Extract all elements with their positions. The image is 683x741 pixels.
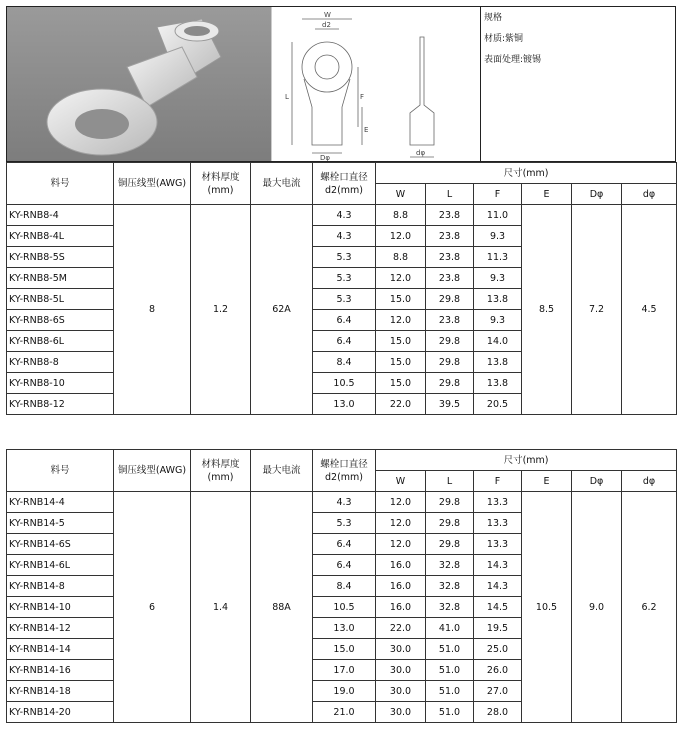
l-cell: 41.0 (426, 618, 474, 639)
part-number-cell: KY-RNB14-14 (7, 639, 114, 660)
f-cell: 13.3 (474, 534, 522, 555)
part-number-cell: KY-RNB14-4 (7, 492, 114, 513)
f-cell: 27.0 (474, 681, 522, 702)
part-number-cell: KY-RNB14-12 (7, 618, 114, 639)
f-cell: 14.3 (474, 555, 522, 576)
product-photo (7, 7, 271, 161)
bolt-diameter-cell: 6.4 (313, 310, 376, 331)
l-cell: 29.8 (426, 289, 474, 310)
header-awg: 铜压线型(AWG) (114, 450, 191, 492)
header-F: F (474, 184, 522, 205)
header-awg: 铜压线型(AWG) (114, 163, 191, 205)
bolt-diameter-cell: 8.4 (313, 576, 376, 597)
header-W: W (376, 184, 426, 205)
f-cell: 14.3 (474, 576, 522, 597)
l-cell: 29.8 (426, 534, 474, 555)
part-number-cell: KY-RNB14-18 (7, 681, 114, 702)
header-E: E (522, 184, 572, 205)
f-cell: 9.3 (474, 310, 522, 331)
w-cell: 30.0 (376, 702, 426, 723)
table-row (7, 492, 677, 513)
bolt-diameter-cell: 21.0 (313, 702, 376, 723)
f-cell: 13.8 (474, 289, 522, 310)
bolt-diameter-cell: 13.0 (313, 618, 376, 639)
w-cell: 16.0 (376, 597, 426, 618)
dim-L-label: L (285, 93, 289, 101)
part-number-cell: KY-RNB8-4L (7, 226, 114, 247)
part-number-cell: KY-RNB14-6L (7, 555, 114, 576)
header-bolt-diameter: 螺栓口直径 d2(mm) (313, 450, 376, 492)
f-cell: 26.0 (474, 660, 522, 681)
dim-E-label: E (364, 126, 369, 134)
f-cell: 28.0 (474, 702, 522, 723)
l-cell: 51.0 (426, 639, 474, 660)
header-thickness: 材料厚度 (mm) (191, 163, 251, 205)
w-cell: 8.8 (376, 205, 426, 226)
w-cell: 12.0 (376, 268, 426, 289)
w-cell: 15.0 (376, 289, 426, 310)
header-L: L (426, 471, 474, 492)
header-max-current: 最大电流 (251, 450, 313, 492)
header-max-current: 最大电流 (251, 163, 313, 205)
f-cell: 13.3 (474, 492, 522, 513)
dimension-drawing (271, 7, 480, 161)
spec-title: 规格 (484, 13, 503, 23)
part-number-cell: KY-RNB8-5M (7, 268, 114, 289)
w-cell: 22.0 (376, 394, 426, 415)
bolt-diameter-cell: 6.4 (313, 555, 376, 576)
w-cell: 12.0 (376, 513, 426, 534)
f-cell: 14.0 (474, 331, 522, 352)
f-cell: 11.3 (474, 247, 522, 268)
bolt-diameter-cell: 19.0 (313, 681, 376, 702)
part-number-cell: KY-RNB14-10 (7, 597, 114, 618)
w-cell: 30.0 (376, 660, 426, 681)
product-header (6, 6, 676, 162)
w-cell: 12.0 (376, 534, 426, 555)
part-number-cell: KY-RNB14-20 (7, 702, 114, 723)
l-cell: 23.8 (426, 268, 474, 289)
l-cell: 23.8 (426, 226, 474, 247)
header-D: Dφ (572, 471, 622, 492)
l-cell: 23.8 (426, 310, 474, 331)
l-cell: 29.8 (426, 492, 474, 513)
l-cell: 32.8 (426, 576, 474, 597)
part-number-cell: KY-RNB8-12 (7, 394, 114, 415)
f-cell: 13.3 (474, 513, 522, 534)
D-cell: 9.0 (572, 492, 622, 723)
d-cell: 6.2 (622, 492, 677, 723)
header-thickness: 材料厚度 (mm) (191, 450, 251, 492)
l-cell: 32.8 (426, 555, 474, 576)
e-cell: 10.5 (522, 492, 572, 723)
dim-W-label: W (324, 11, 331, 19)
max-current-cell: 62A (251, 205, 313, 415)
header-d: dφ (622, 184, 677, 205)
l-cell: 23.8 (426, 247, 474, 268)
e-cell: 8.5 (522, 205, 572, 415)
w-cell: 16.0 (376, 576, 426, 597)
f-cell: 9.3 (474, 226, 522, 247)
header-E: E (522, 471, 572, 492)
f-cell: 11.0 (474, 205, 522, 226)
bolt-diameter-cell: 5.3 (313, 247, 376, 268)
w-cell: 15.0 (376, 373, 426, 394)
header-size: 尺寸(mm) (376, 163, 677, 184)
w-cell: 12.0 (376, 226, 426, 247)
w-cell: 22.0 (376, 618, 426, 639)
w-cell: 15.0 (376, 352, 426, 373)
l-cell: 23.8 (426, 205, 474, 226)
part-number-cell: KY-RNB14-6S (7, 534, 114, 555)
max-current-cell: 88A (251, 492, 313, 723)
bolt-diameter-cell: 15.0 (313, 639, 376, 660)
l-cell: 29.8 (426, 352, 474, 373)
l-cell: 32.8 (426, 597, 474, 618)
l-cell: 29.8 (426, 331, 474, 352)
D-cell: 7.2 (572, 205, 622, 415)
spec-table-6awg (6, 449, 677, 723)
awg-cell: 6 (114, 492, 191, 723)
part-number-cell: KY-RNB8-10 (7, 373, 114, 394)
bolt-diameter-cell: 13.0 (313, 394, 376, 415)
w-cell: 30.0 (376, 639, 426, 660)
l-cell: 29.8 (426, 373, 474, 394)
f-cell: 13.8 (474, 352, 522, 373)
l-cell: 51.0 (426, 681, 474, 702)
part-number-cell: KY-RNB14-5 (7, 513, 114, 534)
f-cell: 20.5 (474, 394, 522, 415)
f-cell: 13.8 (474, 373, 522, 394)
header-d: dφ (622, 471, 677, 492)
l-cell: 29.8 (426, 513, 474, 534)
awg-cell: 8 (114, 205, 191, 415)
dim-d2-label: d2 (322, 21, 331, 29)
part-number-cell: KY-RNB8-6S (7, 310, 114, 331)
header-size: 尺寸(mm) (376, 450, 677, 471)
bolt-diameter-cell: 6.4 (313, 331, 376, 352)
part-number-cell: KY-RNB14-16 (7, 660, 114, 681)
table-row (7, 205, 677, 226)
f-cell: 9.3 (474, 268, 522, 289)
header-F: F (474, 471, 522, 492)
spec-panel (480, 7, 675, 161)
thickness-cell: 1.2 (191, 205, 251, 415)
dim-d-label: dφ (416, 149, 426, 157)
ring-terminal-photo (7, 7, 271, 161)
l-cell: 39.5 (426, 394, 474, 415)
dim-D-label: Dφ (320, 154, 331, 161)
bolt-diameter-cell: 6.4 (313, 534, 376, 555)
w-cell: 12.0 (376, 492, 426, 513)
bolt-diameter-cell: 5.3 (313, 268, 376, 289)
bolt-diameter-cell: 5.3 (313, 289, 376, 310)
bolt-diameter-cell: 8.4 (313, 352, 376, 373)
l-cell: 51.0 (426, 660, 474, 681)
w-cell: 16.0 (376, 555, 426, 576)
bolt-diameter-cell: 17.0 (313, 660, 376, 681)
spec-material: 材质:紫铜 (484, 34, 524, 44)
header-L: L (426, 184, 474, 205)
bolt-diameter-cell: 10.5 (313, 373, 376, 394)
terminal-drawing (272, 7, 480, 161)
w-cell: 8.8 (376, 247, 426, 268)
header-part-no: 料号 (7, 450, 114, 492)
part-number-cell: KY-RNB14-8 (7, 576, 114, 597)
part-number-cell: KY-RNB8-5L (7, 289, 114, 310)
part-number-cell: KY-RNB8-8 (7, 352, 114, 373)
f-cell: 14.5 (474, 597, 522, 618)
bolt-diameter-cell: 4.3 (313, 205, 376, 226)
f-cell: 19.5 (474, 618, 522, 639)
bolt-diameter-cell: 4.3 (313, 226, 376, 247)
header-part-no: 料号 (7, 163, 114, 205)
header-bolt-diameter: 螺栓口直径 d2(mm) (313, 163, 376, 205)
w-cell: 15.0 (376, 331, 426, 352)
part-number-cell: KY-RNB8-4 (7, 205, 114, 226)
bolt-diameter-cell: 5.3 (313, 513, 376, 534)
header-D: Dφ (572, 184, 622, 205)
spec-finish: 表面处理:镀锡 (484, 55, 542, 65)
spec-table-8awg (6, 162, 677, 415)
w-cell: 12.0 (376, 310, 426, 331)
f-cell: 25.0 (474, 639, 522, 660)
part-number-cell: KY-RNB8-5S (7, 247, 114, 268)
bolt-diameter-cell: 4.3 (313, 492, 376, 513)
header-W: W (376, 471, 426, 492)
bolt-diameter-cell: 10.5 (313, 597, 376, 618)
w-cell: 30.0 (376, 681, 426, 702)
l-cell: 51.0 (426, 702, 474, 723)
d-cell: 4.5 (622, 205, 677, 415)
part-number-cell: KY-RNB8-6L (7, 331, 114, 352)
thickness-cell: 1.4 (191, 492, 251, 723)
dim-F-label: F (360, 93, 365, 101)
